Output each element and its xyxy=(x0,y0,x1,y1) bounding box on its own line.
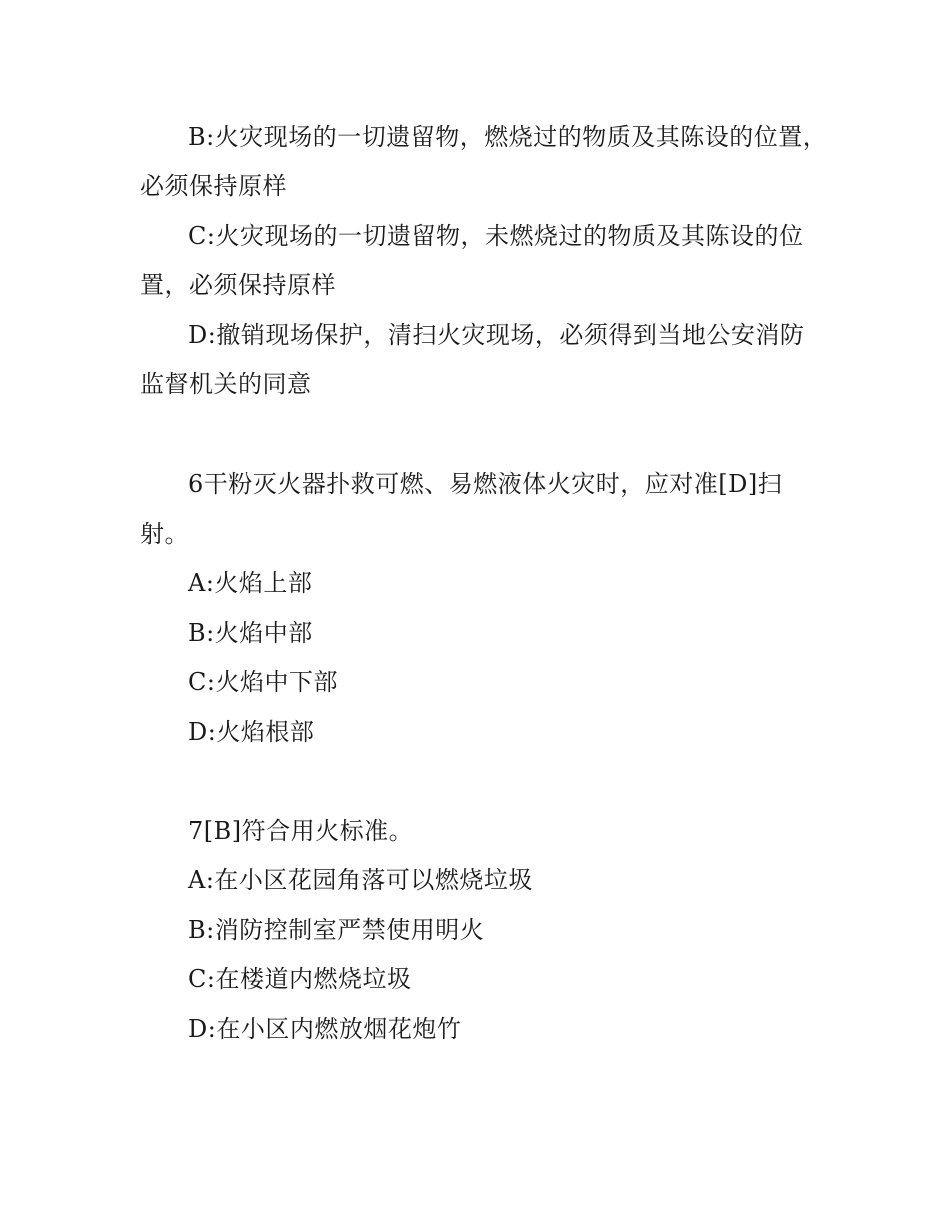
q6-option-a: A:火焰上部 xyxy=(188,569,313,597)
q6-option-b: B:火焰中部 xyxy=(188,619,313,647)
q7-option-a: A:在小区花园角落可以燃烧垃圾 xyxy=(188,866,533,894)
q6-option-d: D:火焰根部 xyxy=(188,718,315,746)
q5-option-d-line1: D:撤销现场保护，清扫火灾现场，必须得到当地公安消防 xyxy=(188,321,805,349)
q7-option-d: D:在小区内燃放烟花炮竹 xyxy=(188,1015,462,1043)
q7-option-b: B:消防控制室严禁使用明火 xyxy=(188,916,485,944)
q6-question-line2: 射。 xyxy=(140,520,189,548)
q5-option-d-line2: 监督机关的同意 xyxy=(140,370,312,398)
q5-option-b-line1: B:火灾现场的一切遗留物，燃烧过的物质及其陈设的位置， xyxy=(188,123,828,151)
q6-question-line1: 6干粉灭火器扑救可燃、易燃液体火灾时，应对准[D]扫 xyxy=(188,470,783,498)
q6-option-c: C:火焰中下部 xyxy=(188,668,338,696)
q5-option-c-line2: 置，必须保持原样 xyxy=(140,271,336,299)
q5-option-c-line1: C:火灾现场的一切遗留物，未燃烧过的物质及其陈设的位 xyxy=(188,222,804,250)
q7-question: 7[B]符合用火标准。 xyxy=(188,817,414,845)
q7-option-c: C:在楼道内燃烧垃圾 xyxy=(188,965,412,993)
q5-option-b-line2: 必须保持原样 xyxy=(140,172,287,200)
